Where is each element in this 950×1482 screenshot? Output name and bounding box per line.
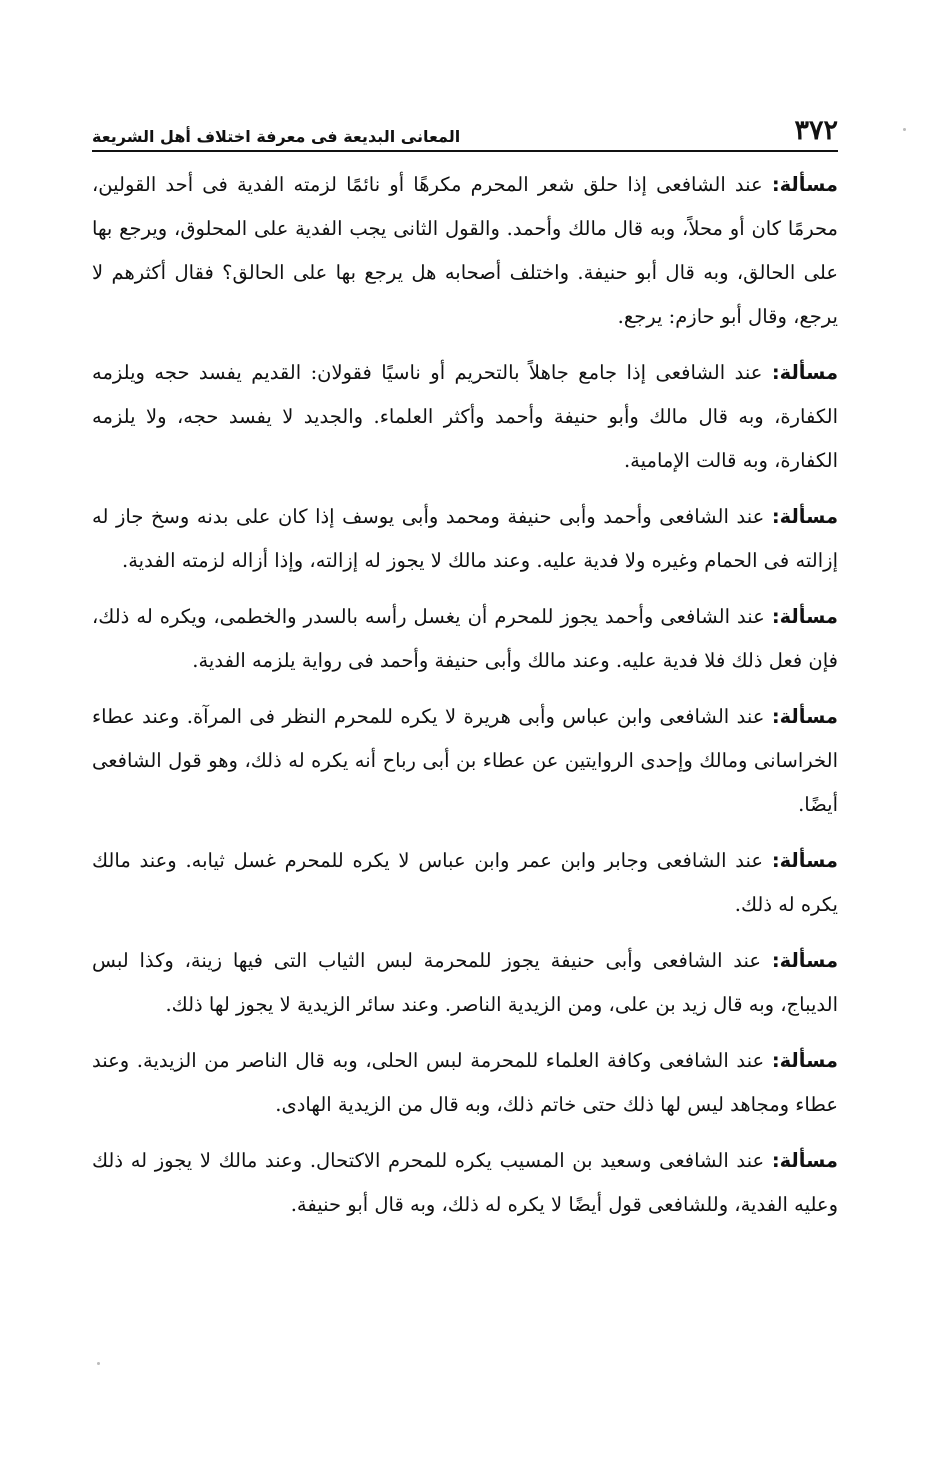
entry-lead: مسألة: xyxy=(771,1149,838,1172)
entry-lead: مسألة: xyxy=(771,605,838,628)
page-number: ٣٧٢ xyxy=(794,115,838,146)
entry-lead: مسألة: xyxy=(771,361,839,384)
masala-entry xyxy=(92,1139,838,1227)
entry-lead: مسألة: xyxy=(771,849,838,872)
entry-lead: مسألة: xyxy=(771,505,839,528)
entry-lead: مسألة: xyxy=(771,705,838,728)
entry-text: عند الشافعى وأحمد يجوز للمحرم أن يغسل رأسه بالسدر والخطمى، ويكره له ذلك، فإن فعل ذلك فلا فدية عليه. وعند مالك وأبى حنيفة وأحمد فى رواية يلزمه الفدية. xyxy=(92,605,838,672)
entry-text: عند الشافعى وأبى حنيفة يجوز للمحرمة لبس الثياب التى فيها زينة، وكذا لبس الديباج، وبه قال زيد بن على، ومن الزيدية الناصر. وعند سائر الزيدية لا يجوز لها ذلك. xyxy=(92,949,838,1016)
entry-lead: مسألة: xyxy=(771,173,838,196)
entry-text: عند الشافعى وأحمد وأبى حنيفة ومحمد وأبى يوسف إذا كان على بدنه وسخ جاز له إزالته فى الحمام وغيره ولا فدية عليه. وعند مالك لا يجوز له إزالته، وإذا أزاله لزمته الفدية. xyxy=(92,505,838,572)
running-title: المعانى البديعة فى معرفة اختلاف أهل الشريعة xyxy=(92,127,461,146)
entry-text: عند الشافعى إذا حلق شعر المحرم مكرهًا أو نائمًا لزمته الفدية فى أحد القولين، محرمًا كان أو محلاً، وبه قال مالك وأحمد. والقول الثانى يجب الفدية على المحلوق، ويرجع بها على الحالق، وبه قال أبو حنيفة. واختلف أصحابه هل يرجع بها على الحالق؟ فقال أكثرهم لا يرجع، وقال أبو حازم: يرجع. xyxy=(92,173,838,328)
entry-text: عند الشافعى وابن عباس وأبى هريرة لا يكره للمحرم النظر فى المرآة. وعند عطاء الخراسانى ومالك وإحدى الروايتين عن عطاء بن أبى رباح أنه يكره له ذلك، وهو قول الشافعى أيضًا. xyxy=(92,705,838,816)
masala-entry xyxy=(92,1039,838,1127)
masala-entry xyxy=(92,939,838,1027)
masala-entry xyxy=(92,495,838,583)
header-rule xyxy=(92,150,838,152)
scan-speck xyxy=(97,1362,100,1365)
masala-entry xyxy=(92,163,838,339)
scan-speck xyxy=(903,128,906,131)
entry-lead: مسألة: xyxy=(771,949,839,972)
page-body xyxy=(92,163,838,1227)
masala-entry xyxy=(92,695,838,827)
entry-text: عند الشافعى وجابر وابن عمر وابن عباس لا يكره للمحرم غسل ثيابه. وعند مالك يكره له ذلك. xyxy=(92,849,838,916)
masala-entry xyxy=(92,351,838,483)
masala-entry xyxy=(92,839,838,927)
entry-text: عند الشافعى وسعيد بن المسيب يكره للمحرم الاكتحال. وعند مالك لا يجوز له ذلك وعليه الفدية، وللشافعى قول أيضًا لا يكره له ذلك، وبه قال أبو حنيفة. xyxy=(92,1149,838,1216)
entry-text: عند الشافعى وكافة العلماء للمحرمة لبس الحلى، وبه قال الناصر من الزيدية. وعند عطاء ومجاهد ليس لها ذلك حتى خاتم ذلك، وبه قال من الزيدية الهادى. xyxy=(92,1049,838,1116)
masala-entry xyxy=(92,595,838,683)
entry-lead: مسألة: xyxy=(771,1049,838,1072)
page-header xyxy=(92,110,838,146)
entry-text: عند الشافعى إذا جامع جاهلاً بالتحريم أو ناسيًا فقولان: القديم يفسد حجه ويلزمه الكفارة، وبه قال مالك وأبو حنيفة وأحمد وأكثر العلماء. والجديد لا يفسد حجه، ولا يلزمه الكفارة، وبه قالت الإمامية. xyxy=(92,361,838,472)
